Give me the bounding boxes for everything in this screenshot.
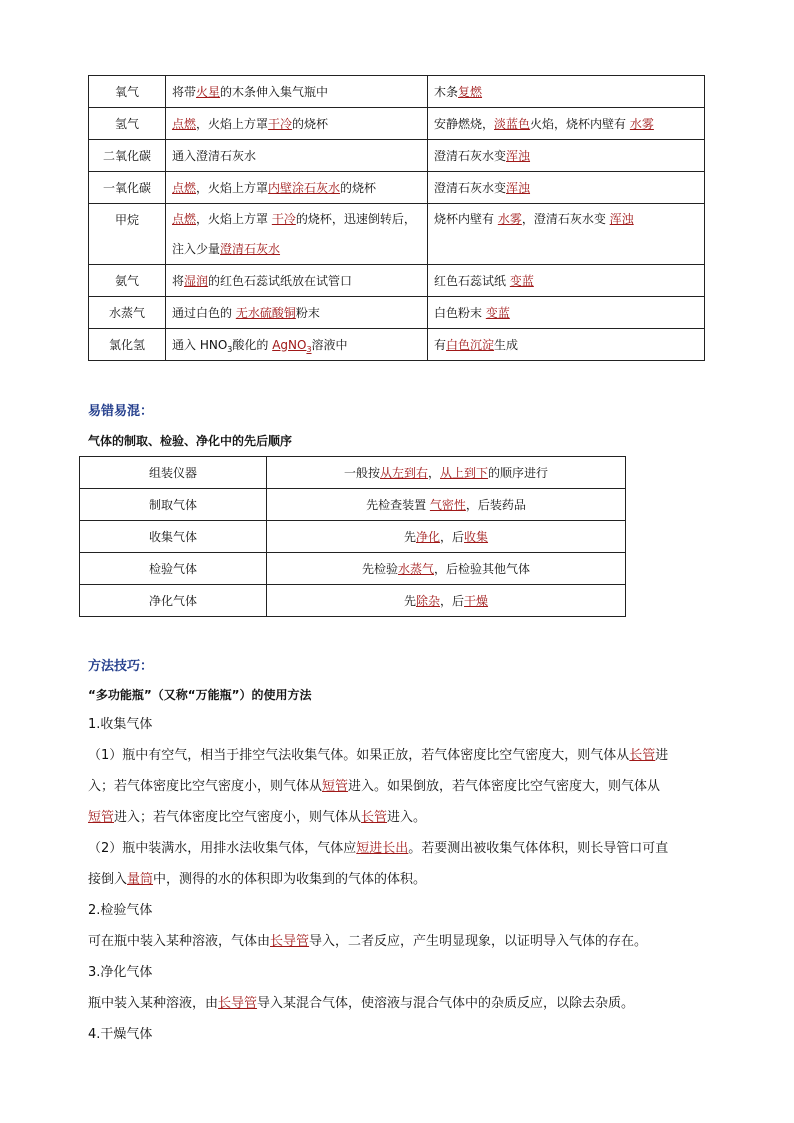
text-run: 烧杯内壁有: [434, 212, 498, 226]
gas-name-cell: 甲烷: [89, 204, 166, 265]
answer-text: 从上到下: [440, 465, 489, 480]
procedure-order-table: [79, 456, 626, 617]
test-method-cell: [166, 265, 428, 297]
text-run: 澄清石灰水变: [434, 148, 507, 163]
answer-text: 点燃: [172, 180, 197, 195]
answer-text: 长管: [629, 748, 656, 763]
test-method-cell: [166, 204, 428, 265]
answer-text: 复燃: [458, 84, 483, 99]
test-method-cell: [166, 172, 428, 204]
text-run: ，后: [440, 529, 465, 544]
test-result-cell: [428, 76, 705, 108]
answer-text: 量筒: [127, 872, 154, 887]
text-run: 进入。: [387, 810, 427, 825]
text-run: 木条: [434, 84, 459, 99]
text-run: 安静燃烧，: [434, 116, 495, 131]
text-run: 中，测得的水的体积即为收集到的气体的体积。: [153, 872, 427, 887]
text-run: 的烧杯: [340, 180, 377, 195]
table-row: [89, 140, 705, 172]
text-run: 白色粉末: [434, 305, 486, 320]
test-method-cell: [166, 108, 428, 140]
text-run: 先检验: [361, 561, 398, 576]
answer-text: 湿润: [184, 273, 209, 288]
test-result-cell: [428, 108, 705, 140]
answer-text: 干冷: [268, 116, 293, 131]
paragraph-line: [88, 771, 708, 802]
paragraph-line: [88, 802, 708, 833]
text-run: ，火焰上方罩: [196, 212, 272, 226]
text-run: 的烧杯: [292, 116, 329, 131]
answer-text: 变蓝: [509, 273, 534, 288]
text-run: 瓶中装入某种溶液，由: [88, 996, 219, 1011]
text-run: ，澄清石灰水变: [521, 212, 610, 226]
test-result-cell: [428, 204, 705, 265]
answer-text: 浑浊: [506, 148, 531, 163]
text-run: 将: [172, 273, 185, 288]
text-run: ，火焰上方罩: [196, 180, 269, 195]
table-row: [80, 585, 626, 617]
text-run: 粉末: [295, 305, 320, 320]
paragraph-line: [88, 833, 708, 864]
text-run: 澄清石灰水变: [434, 180, 507, 195]
answer-text: 点燃: [172, 116, 197, 131]
order-cell: [267, 553, 626, 585]
test-result-cell: [428, 265, 705, 297]
table-row: [89, 172, 705, 204]
gas-name-cell: 水蒸气: [89, 297, 166, 329]
paragraph-line: [88, 864, 708, 895]
text-run: 3: [227, 344, 233, 354]
table-row: [89, 76, 705, 108]
table-row: [80, 521, 626, 553]
section-subtitle-multi-bottle: “多功能瓶”（又称“万能瓶”）的使用方法: [88, 688, 312, 702]
step-cell: 检验气体: [80, 553, 267, 585]
answer-text: 水雾: [497, 212, 522, 226]
text-run: 通入澄清石灰水: [172, 148, 257, 163]
gas-name-cell: 氧气: [89, 76, 166, 108]
answer-text: AgNO: [272, 337, 307, 352]
answer-text: 短管: [322, 779, 349, 794]
answer-text: 收集: [464, 529, 489, 544]
text-run: （1）瓶中有空气，相当于排空气法收集气体。如果正放，若气体密度比空气密度大，则气体从: [88, 748, 630, 763]
body-text: [88, 709, 708, 1050]
text-run: 先: [403, 529, 416, 544]
table-row: [80, 553, 626, 585]
answer-text: 干冷: [271, 212, 296, 226]
answer-text: 水蒸气: [397, 561, 434, 576]
test-method-cell: [166, 76, 428, 108]
text-run: 酸化的: [232, 337, 273, 352]
text-run: ，火焰上方罩: [196, 116, 269, 131]
answer-text: 从左到右: [379, 465, 428, 480]
text-run: 的红色石蕊试纸放在试管口: [208, 273, 353, 288]
answer-text: 3: [306, 344, 312, 354]
test-result-cell: [428, 297, 705, 329]
test-method-cell: [166, 329, 428, 361]
answer-text: 无水硫酸铜: [235, 305, 296, 320]
section-subtitle-order: 气体的制取、检验、净化中的先后顺序: [88, 434, 293, 448]
answer-text: 淡蓝色: [494, 116, 531, 131]
text-run: 生成: [494, 337, 519, 352]
text-run: 进入。如果倒放，若气体密度比空气密度大，则气体从: [348, 779, 661, 794]
answer-text: 点燃: [172, 212, 197, 226]
subheading-purify-gas: 3.净化气体: [88, 965, 153, 980]
text-run: 溶液中: [311, 337, 348, 352]
text-run: 通过白色的: [172, 305, 236, 320]
text-run: 火焰，烧杯内壁有: [530, 116, 630, 131]
section-title-mistakes: 易错易混：: [88, 404, 154, 419]
step-cell: 收集气体: [80, 521, 267, 553]
text-run: 的烧杯，迅速倒转后，注入少量: [172, 212, 416, 256]
answer-text: 干燥: [464, 593, 489, 608]
table-row: [89, 265, 705, 297]
table-row: [80, 489, 626, 521]
test-result-cell: [428, 329, 705, 361]
subheading-collect-gas: 1.收集气体: [88, 717, 153, 732]
gas-test-table: [88, 75, 705, 361]
table-row: [89, 204, 705, 265]
answer-text: 短进长出: [356, 841, 409, 856]
text-run: ，后装药品: [465, 497, 526, 512]
text-run: 的木条伸入集气瓶中: [220, 84, 329, 99]
order-cell: [267, 521, 626, 553]
gas-name-cell: 氨气: [89, 265, 166, 297]
answer-text: 澄清石灰水: [220, 242, 281, 256]
text-run: （2）瓶中装满水，用排水法收集气体，气体应: [88, 841, 357, 856]
table-row: [89, 329, 705, 361]
answer-text: 水雾: [629, 116, 654, 131]
text-run: ，后检验其他气体: [434, 561, 531, 576]
paragraph-line: [88, 740, 708, 771]
order-cell: [267, 457, 626, 489]
text-run: 可在瓶中装入某种溶液，气体由: [88, 934, 271, 949]
text-run: 导入某混合气体，使溶液与混合气体中的杂质反应，以除去杂质。: [257, 996, 635, 1011]
text-run: 进: [655, 748, 669, 763]
order-cell: [267, 489, 626, 521]
answer-text: 除杂: [415, 593, 440, 608]
step-cell: 净化气体: [80, 585, 267, 617]
answer-text: 短管: [88, 810, 115, 825]
answer-text: 变蓝: [485, 305, 510, 320]
text-run: 将带: [172, 84, 197, 99]
gas-name-cell: 一氧化碳: [89, 172, 166, 204]
step-cell: 组装仪器: [80, 457, 267, 489]
test-method-cell: [166, 140, 428, 172]
step-cell: 制取气体: [80, 489, 267, 521]
text-run: 。若要测出被收集气体体积，则长导管口可直: [408, 841, 669, 856]
answer-text: 白色沉淀: [446, 337, 495, 352]
test-method-cell: [166, 297, 428, 329]
paragraph-line: [88, 988, 708, 1019]
gas-name-cell: 氯化氢: [89, 329, 166, 361]
answer-text: 浑浊: [506, 180, 531, 195]
gas-name-cell: 氢气: [89, 108, 166, 140]
answer-text: 气密性: [429, 497, 466, 512]
gas-name-cell: 二氧化碳: [89, 140, 166, 172]
text-run: 导入，二者反应，产生明显现象，以证明导入气体的存在。: [309, 934, 648, 949]
table-row: [89, 297, 705, 329]
section-title-methods: 方法技巧：: [88, 659, 154, 674]
test-result-cell: [428, 172, 705, 204]
text-run: 先: [403, 593, 416, 608]
subheading-dry-gas: 4.干燥气体: [88, 1027, 153, 1042]
paragraph-line: [88, 926, 708, 957]
subheading-test-gas: 2.检验气体: [88, 903, 153, 918]
text-run: 入；若气体密度比空气密度小，则气体从: [88, 779, 323, 794]
text-run: 先检查装置: [366, 497, 430, 512]
order-cell: [267, 585, 626, 617]
answer-text: 长管: [361, 810, 388, 825]
table-row: [89, 108, 705, 140]
text-run: ，后: [440, 593, 465, 608]
text-run: 接倒入: [88, 872, 128, 887]
text-run: ，: [427, 465, 440, 480]
text-run: 红色石蕊试纸: [434, 273, 510, 288]
text-run: 一般按: [343, 465, 380, 480]
answer-text: 净化: [415, 529, 440, 544]
answer-text: 内壁涂石灰水: [268, 180, 341, 195]
text-run: 有: [434, 337, 447, 352]
text-run: 通入 HNO: [172, 337, 228, 352]
answer-text: 火星: [196, 84, 221, 99]
text-run: 的顺序进行: [488, 465, 549, 480]
answer-text: 长导管: [218, 996, 258, 1011]
table-row: [80, 457, 626, 489]
test-result-cell: [428, 140, 705, 172]
answer-text: 浑浊: [609, 212, 634, 226]
text-run: 进入；若气体密度比空气密度小，则气体从: [114, 810, 362, 825]
answer-text: 长导管: [270, 934, 310, 949]
